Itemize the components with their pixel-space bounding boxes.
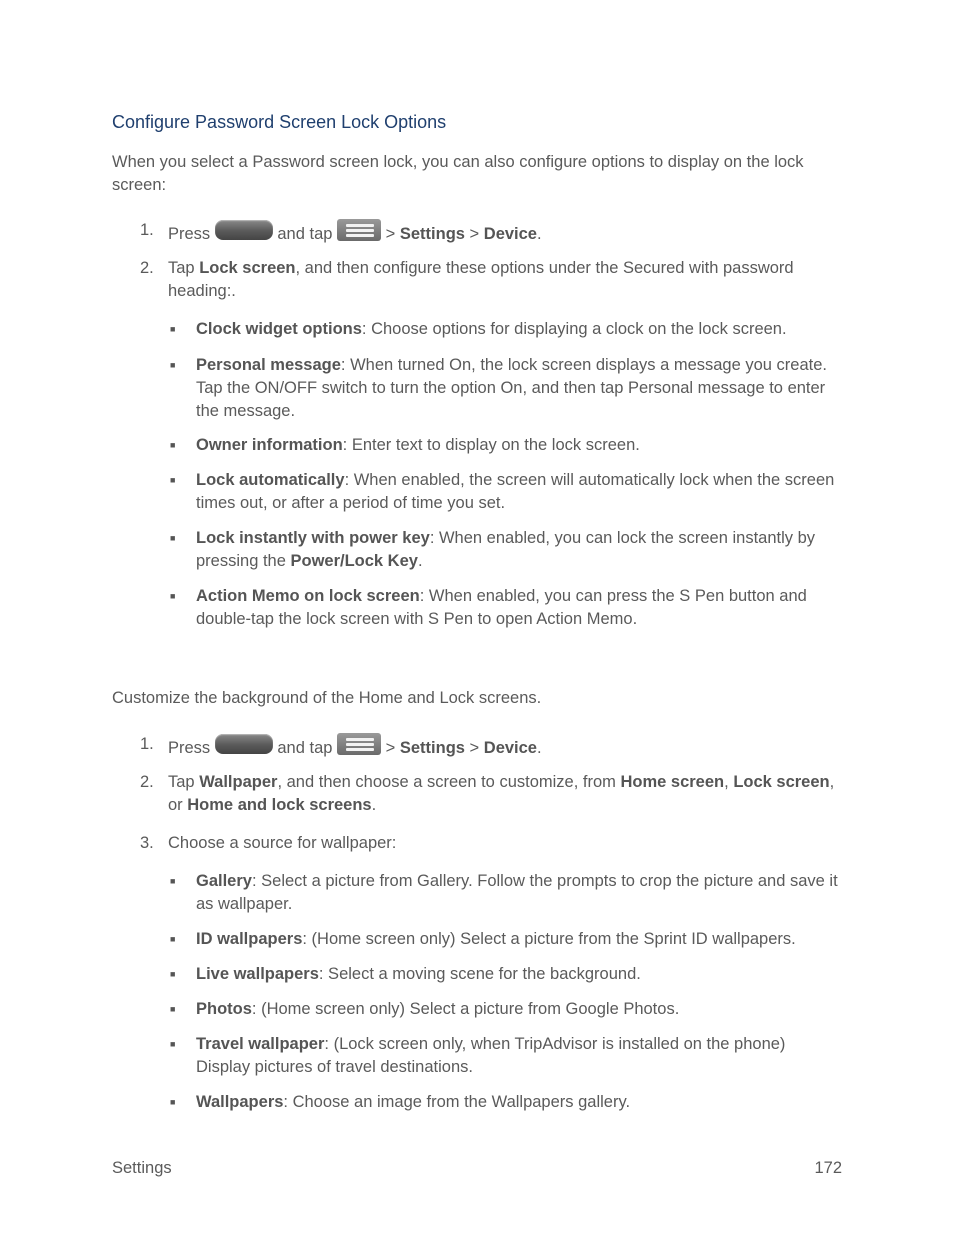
punctuation: . xyxy=(371,796,377,814)
step-rest: , or xyxy=(168,773,835,814)
bullet-desc: : Select a moving scene for the background. xyxy=(318,965,641,983)
bullet-icon: ■ xyxy=(170,1004,176,1014)
list-item xyxy=(196,928,842,951)
step-text: Choose a source for wallpaper: xyxy=(168,834,397,852)
step-text xyxy=(168,771,842,817)
bullet-desc: : When enabled, the screen will automatically lock when the screen times out, or after a period of time you set. xyxy=(196,471,835,512)
step-number: 1. xyxy=(140,735,154,753)
step-text xyxy=(168,219,842,246)
separator: > xyxy=(385,225,396,243)
intro-text: When you select a Password screen lock, you can also configure options to display on the lock screen: xyxy=(112,153,804,194)
bullet-icon: ■ xyxy=(170,591,176,601)
device-label: Device xyxy=(483,739,537,757)
intro-text: Customize the background of the Home and Lock screens. xyxy=(112,689,542,707)
step-number: 2. xyxy=(140,773,154,791)
bullet-term: Gallery xyxy=(196,872,252,890)
step-word: Press xyxy=(168,739,211,757)
list-item xyxy=(196,870,842,916)
device-label: Device xyxy=(483,225,537,243)
bullet-icon: ■ xyxy=(170,324,176,334)
bullet-icon: ■ xyxy=(170,876,176,886)
home-key-icon xyxy=(215,734,273,754)
bullet-term: ID wallpapers xyxy=(196,930,303,948)
bullet-desc: : (Home screen only) Select a picture from the Sprint ID wallpapers. xyxy=(302,930,796,948)
bullet-term: Clock widget options xyxy=(196,320,362,338)
step-number: 1. xyxy=(140,221,154,239)
step-word: Tap xyxy=(168,773,195,791)
bullet-desc: : When turned On, the lock screen displays a message you create. Tap the ON/OFF switch to turn the option On, and then tap Personal message to enter the message. xyxy=(196,356,828,420)
section-heading: Configure Password Screen Lock Options xyxy=(112,112,447,132)
menu-key-icon xyxy=(337,733,381,755)
step-text xyxy=(168,257,842,303)
list-item xyxy=(196,585,842,631)
step-word: and tap xyxy=(277,225,333,243)
power-lock-key-label: Power/Lock Key xyxy=(290,552,418,570)
bullet-desc: : (Home screen only) Select a picture from Google Photos. xyxy=(251,1000,680,1018)
bullet-desc: : When enabled, you can press the S Pen button and double-tap the lock screen with S Pen to open Action Memo. xyxy=(196,587,807,628)
bullet-icon: ■ xyxy=(170,1097,176,1107)
bullet-term: Personal message xyxy=(196,356,341,374)
list-item xyxy=(196,998,842,1021)
step-word: Press xyxy=(168,225,211,243)
bullet-icon: ■ xyxy=(170,360,176,370)
punctuation: , xyxy=(724,773,729,791)
bullet-term: Lock instantly with power key xyxy=(196,529,430,547)
bullet-icon: ■ xyxy=(170,533,176,543)
home-screen-label: Home screen xyxy=(620,773,725,791)
wallpaper-label: Wallpaper xyxy=(199,773,278,791)
step-text xyxy=(168,733,842,760)
bullet-icon: ■ xyxy=(170,969,176,979)
list-item xyxy=(196,469,842,515)
punctuation: . xyxy=(537,225,542,243)
bullet-desc: : When enabled, you can lock the screen instantly by pressing the xyxy=(196,529,816,570)
bullet-desc: : Choose options for displaying a clock on the lock screen. xyxy=(361,320,787,338)
separator: > xyxy=(469,225,480,243)
home-key-icon xyxy=(215,220,273,240)
step-rest: , and then choose a screen to customize, from xyxy=(277,773,616,791)
separator: > xyxy=(385,739,396,757)
footer-section-label: Settings xyxy=(112,1159,172,1177)
bullet-term: Photos xyxy=(196,1000,252,1018)
menu-key-icon xyxy=(337,219,381,241)
step-word: and tap xyxy=(277,739,333,757)
bullet-desc: : Enter text to display on the lock screen. xyxy=(342,436,640,454)
bullet-term: Lock automatically xyxy=(196,471,345,489)
bullet-icon: ■ xyxy=(170,1039,176,1049)
list-item xyxy=(196,434,842,457)
list-item xyxy=(196,963,842,986)
bullet-desc: : Choose an image from the Wallpapers gallery. xyxy=(283,1093,631,1111)
list-item xyxy=(196,1091,842,1114)
lock-screen-label: Lock screen xyxy=(199,259,296,277)
step-rest: , and then configure these options under the Secured with password heading:. xyxy=(168,259,794,300)
punctuation: . xyxy=(417,552,423,570)
bullet-icon: ■ xyxy=(170,440,176,450)
list-item xyxy=(196,354,842,423)
bullet-icon: ■ xyxy=(170,475,176,485)
bullet-term: Action Memo on lock screen xyxy=(196,587,420,605)
bullet-term: Travel wallpaper xyxy=(196,1035,325,1053)
list-item xyxy=(196,1033,842,1079)
lock-screen-label: Lock screen xyxy=(733,773,830,791)
bullet-desc: : Select a picture from Gallery. Follow the prompts to crop the picture and save it as wallpaper. xyxy=(196,872,838,913)
list-item xyxy=(196,527,842,573)
separator: > xyxy=(469,739,480,757)
settings-label: Settings xyxy=(399,225,465,243)
list-item xyxy=(196,318,842,341)
step-word: Tap xyxy=(168,259,195,277)
bullet-desc: : (Lock screen only, when TripAdvisor is installed on the phone) Display pictures of travel destinations. xyxy=(196,1035,786,1076)
settings-label: Settings xyxy=(399,739,465,757)
bullet-term: Live wallpapers xyxy=(196,965,319,983)
home-and-lock-label: Home and lock screens xyxy=(187,796,372,814)
bullet-term: Wallpapers xyxy=(196,1093,284,1111)
bullet-icon: ■ xyxy=(170,934,176,944)
punctuation: . xyxy=(537,739,542,757)
step-number: 2. xyxy=(140,259,154,277)
step-number: 3. xyxy=(140,834,154,852)
page-number: 172 xyxy=(814,1159,842,1177)
bullet-term: Owner information xyxy=(196,436,343,454)
